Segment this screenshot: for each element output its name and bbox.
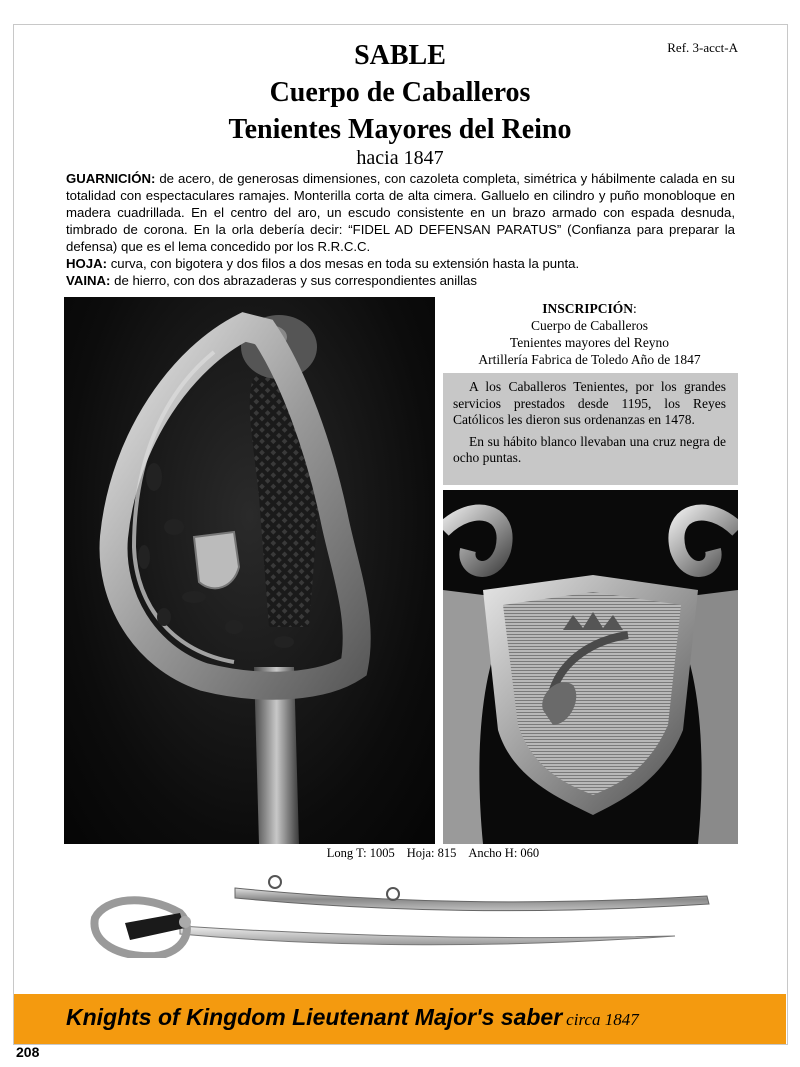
banner-title: Knights of Kingdom Lieutenant Major's saber	[66, 1004, 563, 1030]
saber-illustration	[85, 868, 717, 958]
page-number: 208	[16, 1044, 40, 1060]
inscription-heading: INSCRIPCIÓN	[542, 301, 633, 316]
history-paragraph-2: En su hábito blanco llevaban una cruz negra de ocho puntas.	[453, 433, 726, 465]
inscription-block	[441, 300, 738, 368]
reference-code: Ref. 3-acct-A	[667, 40, 738, 55]
history-paragraph-1: A los Caballeros Tenientes, por los grandes servicios prestados desde 1195, los Reyes Católicos les dieron sus ordenanzas en 1478.	[453, 379, 726, 427]
guarnicion-text: de acero, de generosas dimensiones, con cazoleta completa, simétrica y hábilmente calada en su totalidad con espectaculares ramajes. Monterilla corta de alta cimera. Galluelo en cilindro y puño monobloque en madera cuadrillada. En el centro del aro, un escudo consistente en un brazo armado con espada desnuda, timbrado de corona. En la orla debería decir: “FIDEL AD DEFENSAN PARATUS” (Confianza para preparar la defensa) que es el lema concedido por los R.R.C.C.	[66, 171, 735, 254]
measurements	[0, 846, 800, 861]
inscription-colon: :	[633, 301, 637, 316]
shield-illustration	[443, 490, 738, 844]
history-box	[443, 373, 738, 485]
hoja-label: HOJA:	[66, 256, 108, 271]
inscription-line-1: Cuerpo de Caballeros	[531, 318, 648, 333]
guarnicion-label: GUARNICIÓN:	[66, 171, 156, 186]
subtitle-date: hacia 1847	[356, 147, 444, 169]
title-sable: SABLE	[354, 40, 446, 71]
measurement-hoja: Hoja: 815	[406, 846, 457, 860]
title-cuerpo: Cuerpo de Caballeros	[269, 77, 531, 108]
banner-circa: circa 1847	[566, 1010, 639, 1029]
measurement-ancho: Ancho H: 060	[468, 846, 540, 860]
vaina-label: VAINA:	[66, 273, 111, 288]
vaina-text: de hierro, con dos abrazaderas y sus correspondientes anillas	[110, 273, 477, 288]
shield-detail-photo	[443, 490, 738, 844]
title-tenientes: Tenientes Mayores del Reino	[228, 114, 572, 145]
hilt-illustration	[64, 297, 435, 844]
hilt-photo	[64, 297, 435, 844]
hoja-text: curva, con bigotera y dos filos a dos mesas en toda su extensión hasta la punta.	[107, 256, 580, 271]
measurement-long: Long T: 1005	[326, 846, 395, 860]
inscription-line-2: Tenientes mayores del Reyno	[509, 335, 670, 350]
full-saber-photo	[85, 868, 717, 958]
title-banner	[14, 994, 786, 1044]
description-block	[66, 170, 735, 289]
inscription-line-3: Artillería Fabrica de Toledo Año de 1847	[478, 352, 701, 367]
